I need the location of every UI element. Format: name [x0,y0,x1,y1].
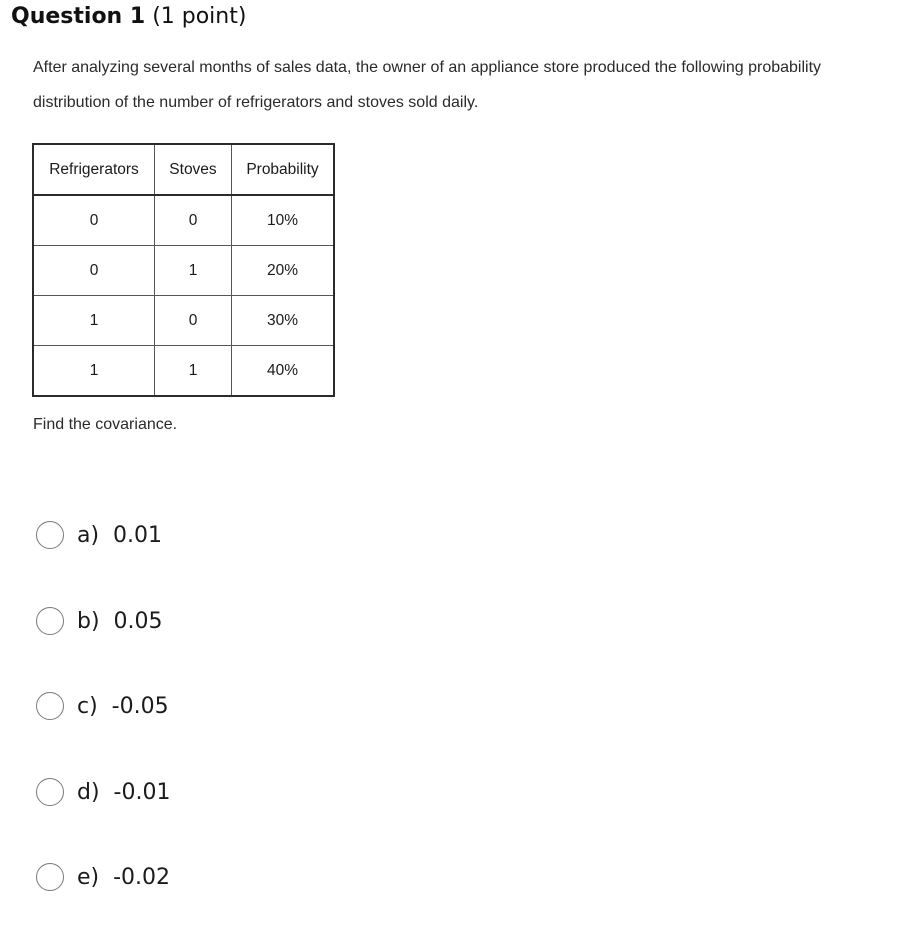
question-text: After analyzing several months of sales data, the owner of an appliance store produced the following probability distribution of the number of refrigerators and stoves sold daily. [33,59,822,111]
table-cell-probability: 30% [232,296,335,346]
table-header-row [33,144,334,195]
radio-button-b[interactable] [36,607,64,635]
choice-c[interactable] [36,688,169,724]
radio-button-c[interactable] [36,692,64,720]
choice-a-label[interactable]: a) 0.01 [77,522,163,548]
table-row [33,195,334,246]
table-header-probability: Probability [232,144,335,195]
choice-b[interactable] [36,603,163,639]
choice-c-label[interactable]: c) -0.05 [77,693,169,719]
choice-d[interactable] [36,774,170,810]
table-cell-stoves: 0 [155,195,232,246]
table-cell-probability: 20% [232,246,335,296]
table-row [33,296,334,346]
question-header [11,3,246,31]
radio-button-e[interactable] [36,863,64,891]
table-cell-probability: 40% [232,346,335,397]
table-row [33,246,334,296]
probability-table [32,143,335,397]
question-prompt: Find the covariance. [33,416,178,433]
table-header-stoves: Stoves [155,144,232,195]
table-header-refrigerators: Refrigerators [33,144,155,195]
table-row [33,346,334,397]
choice-a[interactable] [36,517,162,553]
table-cell-stoves: 0 [155,296,232,346]
choice-e[interactable] [36,859,170,895]
table-cell-probability: 10% [232,195,335,246]
table-cell-stoves: 1 [155,346,232,397]
choice-e-label[interactable]: e) -0.02 [77,864,171,890]
table-cell-refrigerators: 1 [33,346,155,397]
table-cell-stoves: 1 [155,246,232,296]
choice-b-label[interactable]: b) 0.05 [77,608,163,634]
choice-d-label[interactable]: d) -0.01 [77,779,171,805]
table-cell-refrigerators: 0 [33,195,155,246]
table-cell-refrigerators: 1 [33,296,155,346]
question-points: (1 point) [152,4,247,29]
table-cell-refrigerators: 0 [33,246,155,296]
question-number: Question 1 [11,4,146,29]
radio-button-a[interactable] [36,521,64,549]
radio-button-d[interactable] [36,778,64,806]
